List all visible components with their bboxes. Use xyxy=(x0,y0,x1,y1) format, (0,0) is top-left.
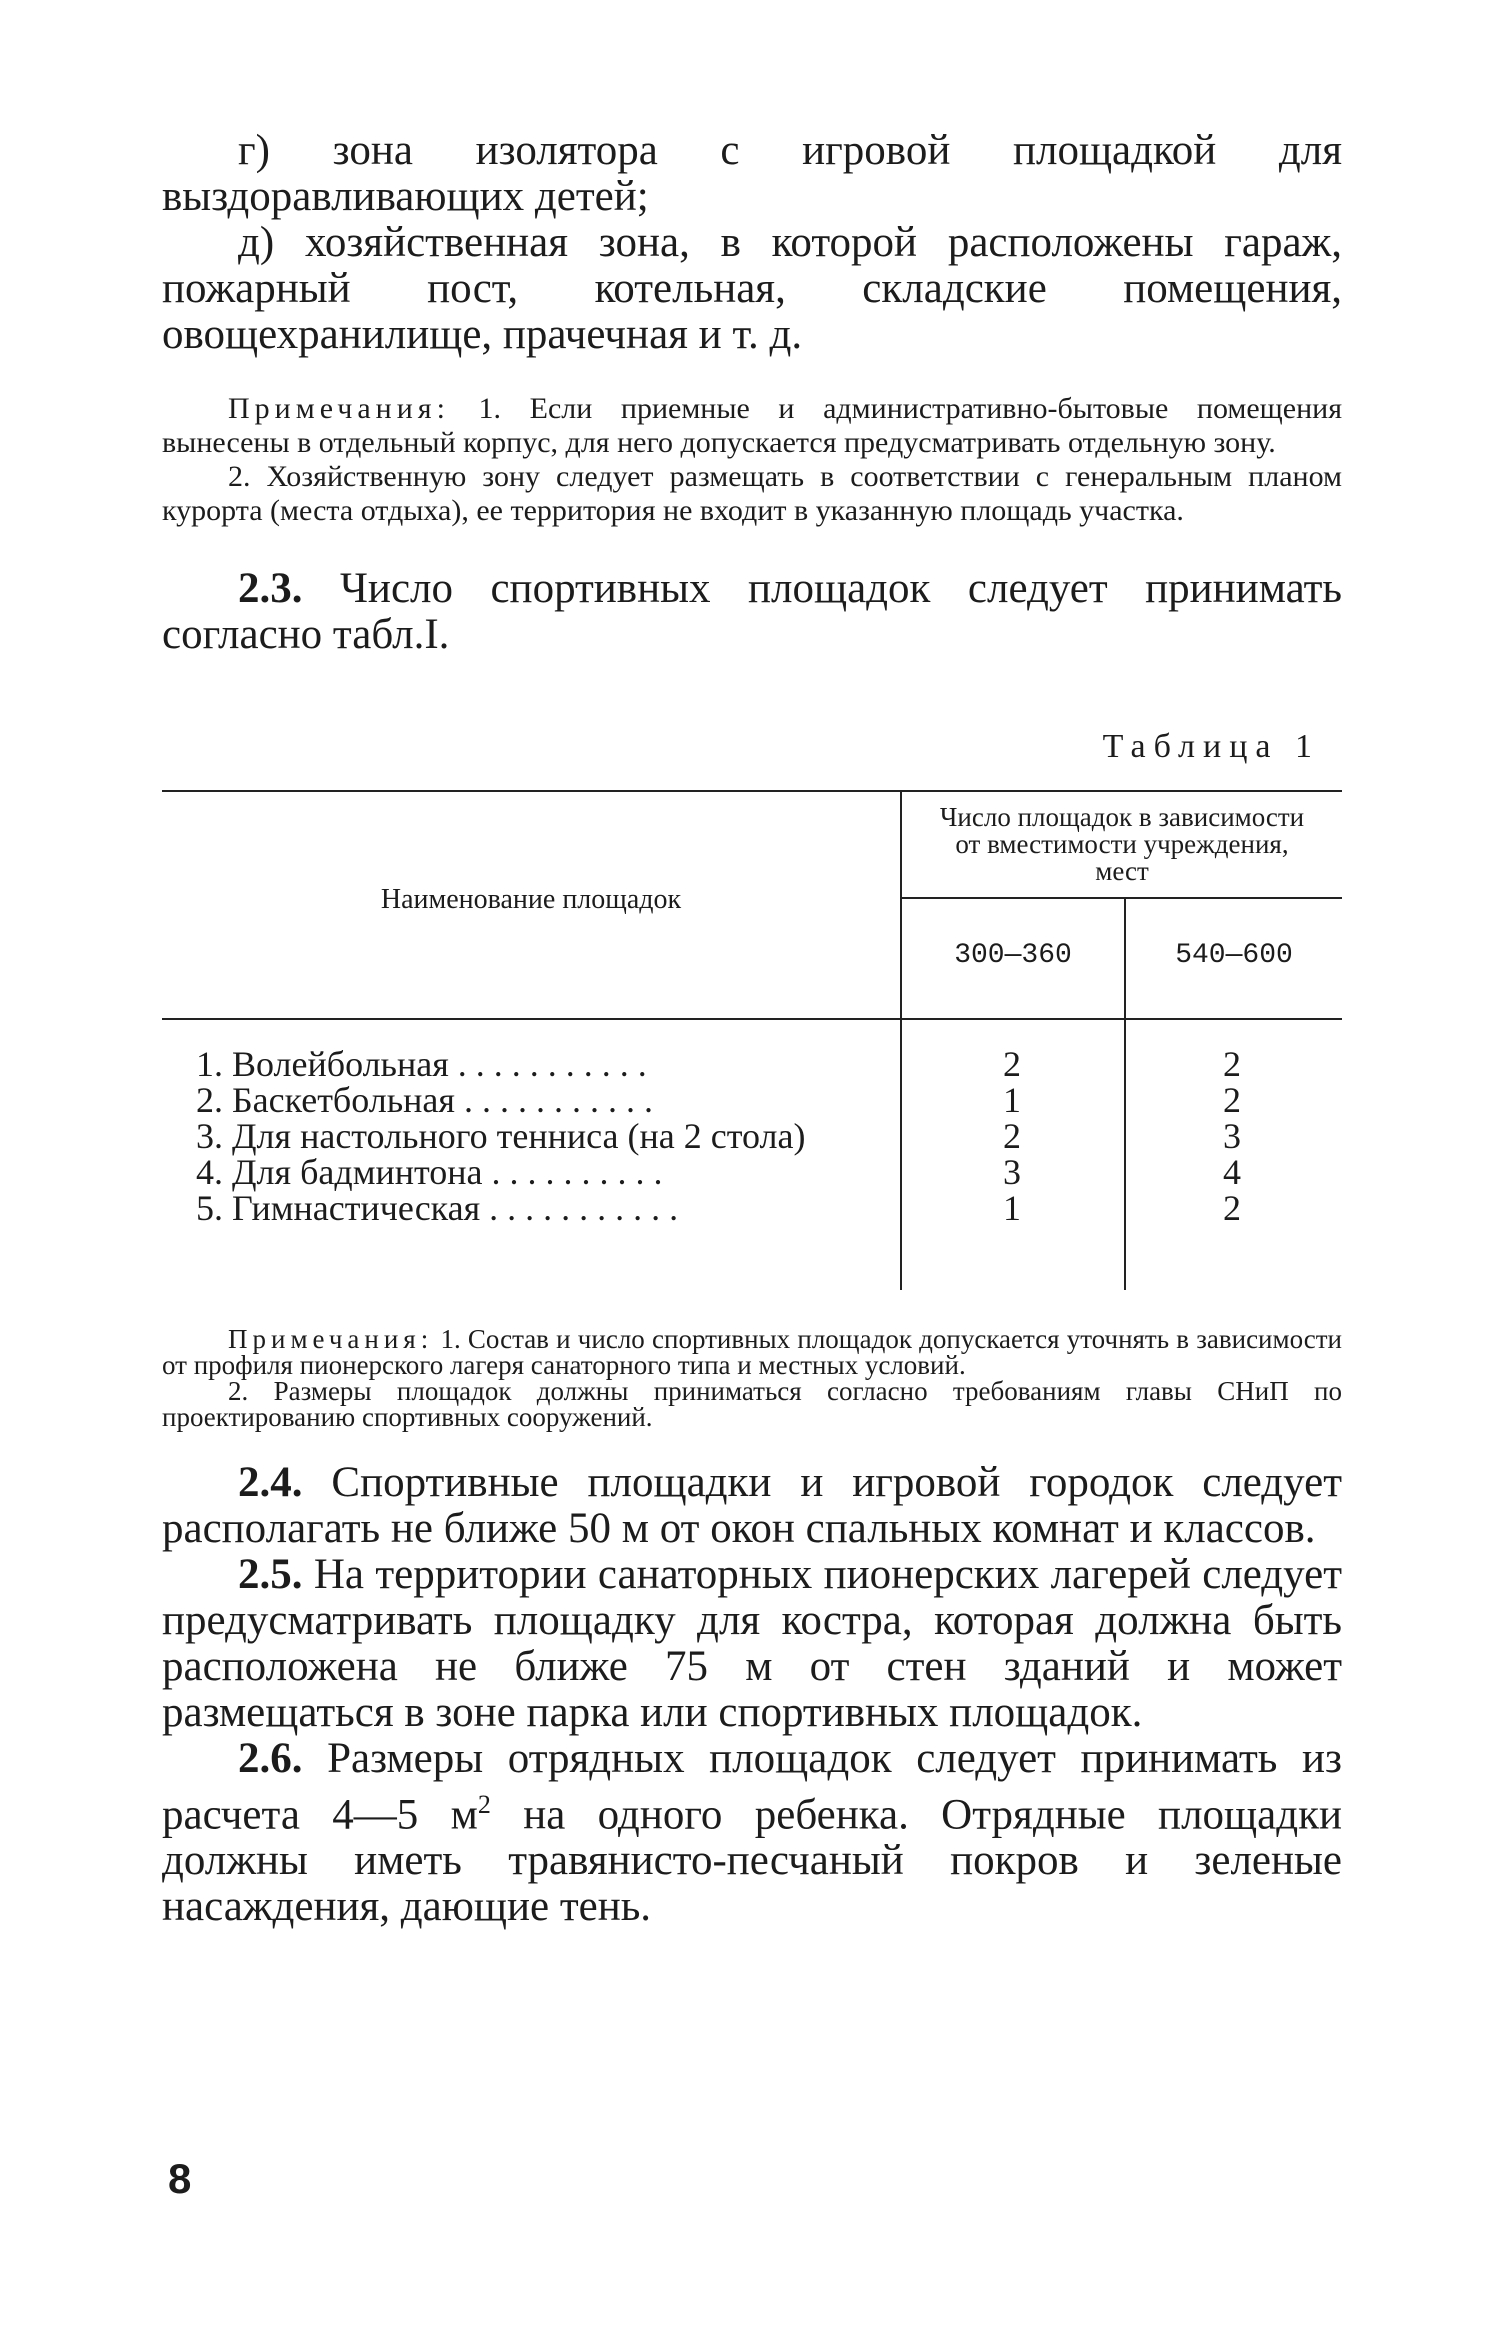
section-2-4 xyxy=(162,1460,1342,1552)
row-value-b: 2 xyxy=(1223,1044,1241,1084)
section-2-6-text-1: Размеры отрядных площадок следует принимать из расчета 4—5 м xyxy=(162,1735,1342,1839)
row-value-b: 2 xyxy=(1223,1188,1241,1228)
notes-2-item-1: 1. Состав и число спортивных площадок допускается уточнять в зависимости от профиля пионерского лагеря санаторного типа и местных условий. xyxy=(162,1324,1342,1380)
section-2-4-text: Спортивные площадки и игровой городок следует располагать не ближе 50 м от окон спальных комнат и классов. xyxy=(162,1459,1342,1552)
col-name-header: Наименование площадок xyxy=(380,884,682,915)
section-2-6-num: 2.6. xyxy=(238,1735,303,1782)
notes-1-first xyxy=(162,392,1342,460)
notes-2-label: Примечания: xyxy=(228,1324,434,1354)
page-number: 8 xyxy=(168,2155,192,2202)
notes-1-item-1: 1. Если приемные и административно-бытовые помещения вынесены в отдельный корпус, для него допускается предусматривать отдельную зону. xyxy=(162,392,1342,459)
section-2-6-text-2: на одного ребенка. Отрядные площадки должны иметь травянисто-песчаный покров и зеленые насаждения, дающие тень. xyxy=(162,1791,1342,1931)
section-2-6-superscript: 2 xyxy=(477,1790,491,1819)
section-2-5 xyxy=(162,1552,1342,1736)
row-value-a: 2 xyxy=(1003,1044,1021,1084)
section-2-6 xyxy=(162,1736,1342,1930)
row-value-a: 2 xyxy=(1003,1116,1021,1156)
row-value-a: 3 xyxy=(1003,1152,1021,1192)
col-b-header: 540—600 xyxy=(1175,940,1293,971)
row-name: 2. Баскетбольная . . . . . . . . . . . xyxy=(196,1080,653,1120)
row-value-b: 3 xyxy=(1223,1116,1241,1156)
col-group-header-line-3: мест xyxy=(1095,856,1149,886)
notes-1 xyxy=(162,392,1342,528)
section-2-5-text: На территории санаторных пионерских лагерей следует предусматривать площадку для костра, которая должна быть расположена не ближе 75 м от стен зданий и может размещаться в зоне парка или спортивных площадок. xyxy=(162,1551,1342,1736)
notes-2-first xyxy=(162,1326,1342,1378)
row-value-b: 2 xyxy=(1223,1080,1241,1120)
col-group-header-line-2: от вместимости учреждения, xyxy=(955,829,1289,859)
item-g: г) зона изолятора с игровой площадкой для выздоравливающих детей; xyxy=(162,127,1342,220)
notes-2-item-2: 2. Размеры площадок должны приниматься согласно требованиям главы СНиП по проектированию спортивных сооружений. xyxy=(162,1376,1342,1432)
row-name: 5. Гимнастическая . . . . . . . . . . . xyxy=(196,1188,679,1228)
section-2-3 xyxy=(162,566,1342,658)
section-2-3-num: 2.3. xyxy=(238,565,303,612)
row-name: 4. Для бадминтона . . . . . . . . . . xyxy=(196,1152,663,1192)
row-name: 1. Волейбольная . . . . . . . . . . . xyxy=(196,1044,647,1084)
sports-table xyxy=(162,790,1342,1290)
row-value-a: 1 xyxy=(1003,1188,1021,1228)
page-body xyxy=(162,128,1342,1930)
col-a-header: 300—360 xyxy=(954,940,1072,971)
row-name: 3. Для настольного тенниса (на 2 стола) xyxy=(196,1116,806,1156)
notes-1-label: Примечания: xyxy=(228,392,450,425)
section-2-4-num: 2.4. xyxy=(238,1459,303,1506)
row-value-b: 4 xyxy=(1223,1152,1241,1192)
table-rule-header-bottom xyxy=(162,1018,1342,1020)
col-group-header xyxy=(902,804,1342,885)
notes-1-item-2: 2. Хозяйственную зону следует размещать в соответствии с генеральным планом курорта (места отдыха), ее территория не входит в указанную площадь участка. xyxy=(162,460,1342,527)
table-label: Таблица 1 xyxy=(1102,728,1320,765)
section-2-3-text: Число спортивных площадок следует принимать согласно табл.I. xyxy=(162,565,1342,658)
section-2-5-num: 2.5. xyxy=(238,1551,303,1598)
item-d: д) хозяйственная зона, в которой расположены гараж, пожарный пост, котельная, складские помещения, овощехранилище, прачечная и т. д. xyxy=(162,219,1342,358)
notes-2 xyxy=(162,1326,1342,1430)
table-rule-top xyxy=(162,790,1342,792)
col-group-header-line-1: Число площадок в зависимости xyxy=(939,802,1305,832)
row-value-a: 1 xyxy=(1003,1080,1021,1120)
table-rule-group-split xyxy=(900,897,1342,899)
